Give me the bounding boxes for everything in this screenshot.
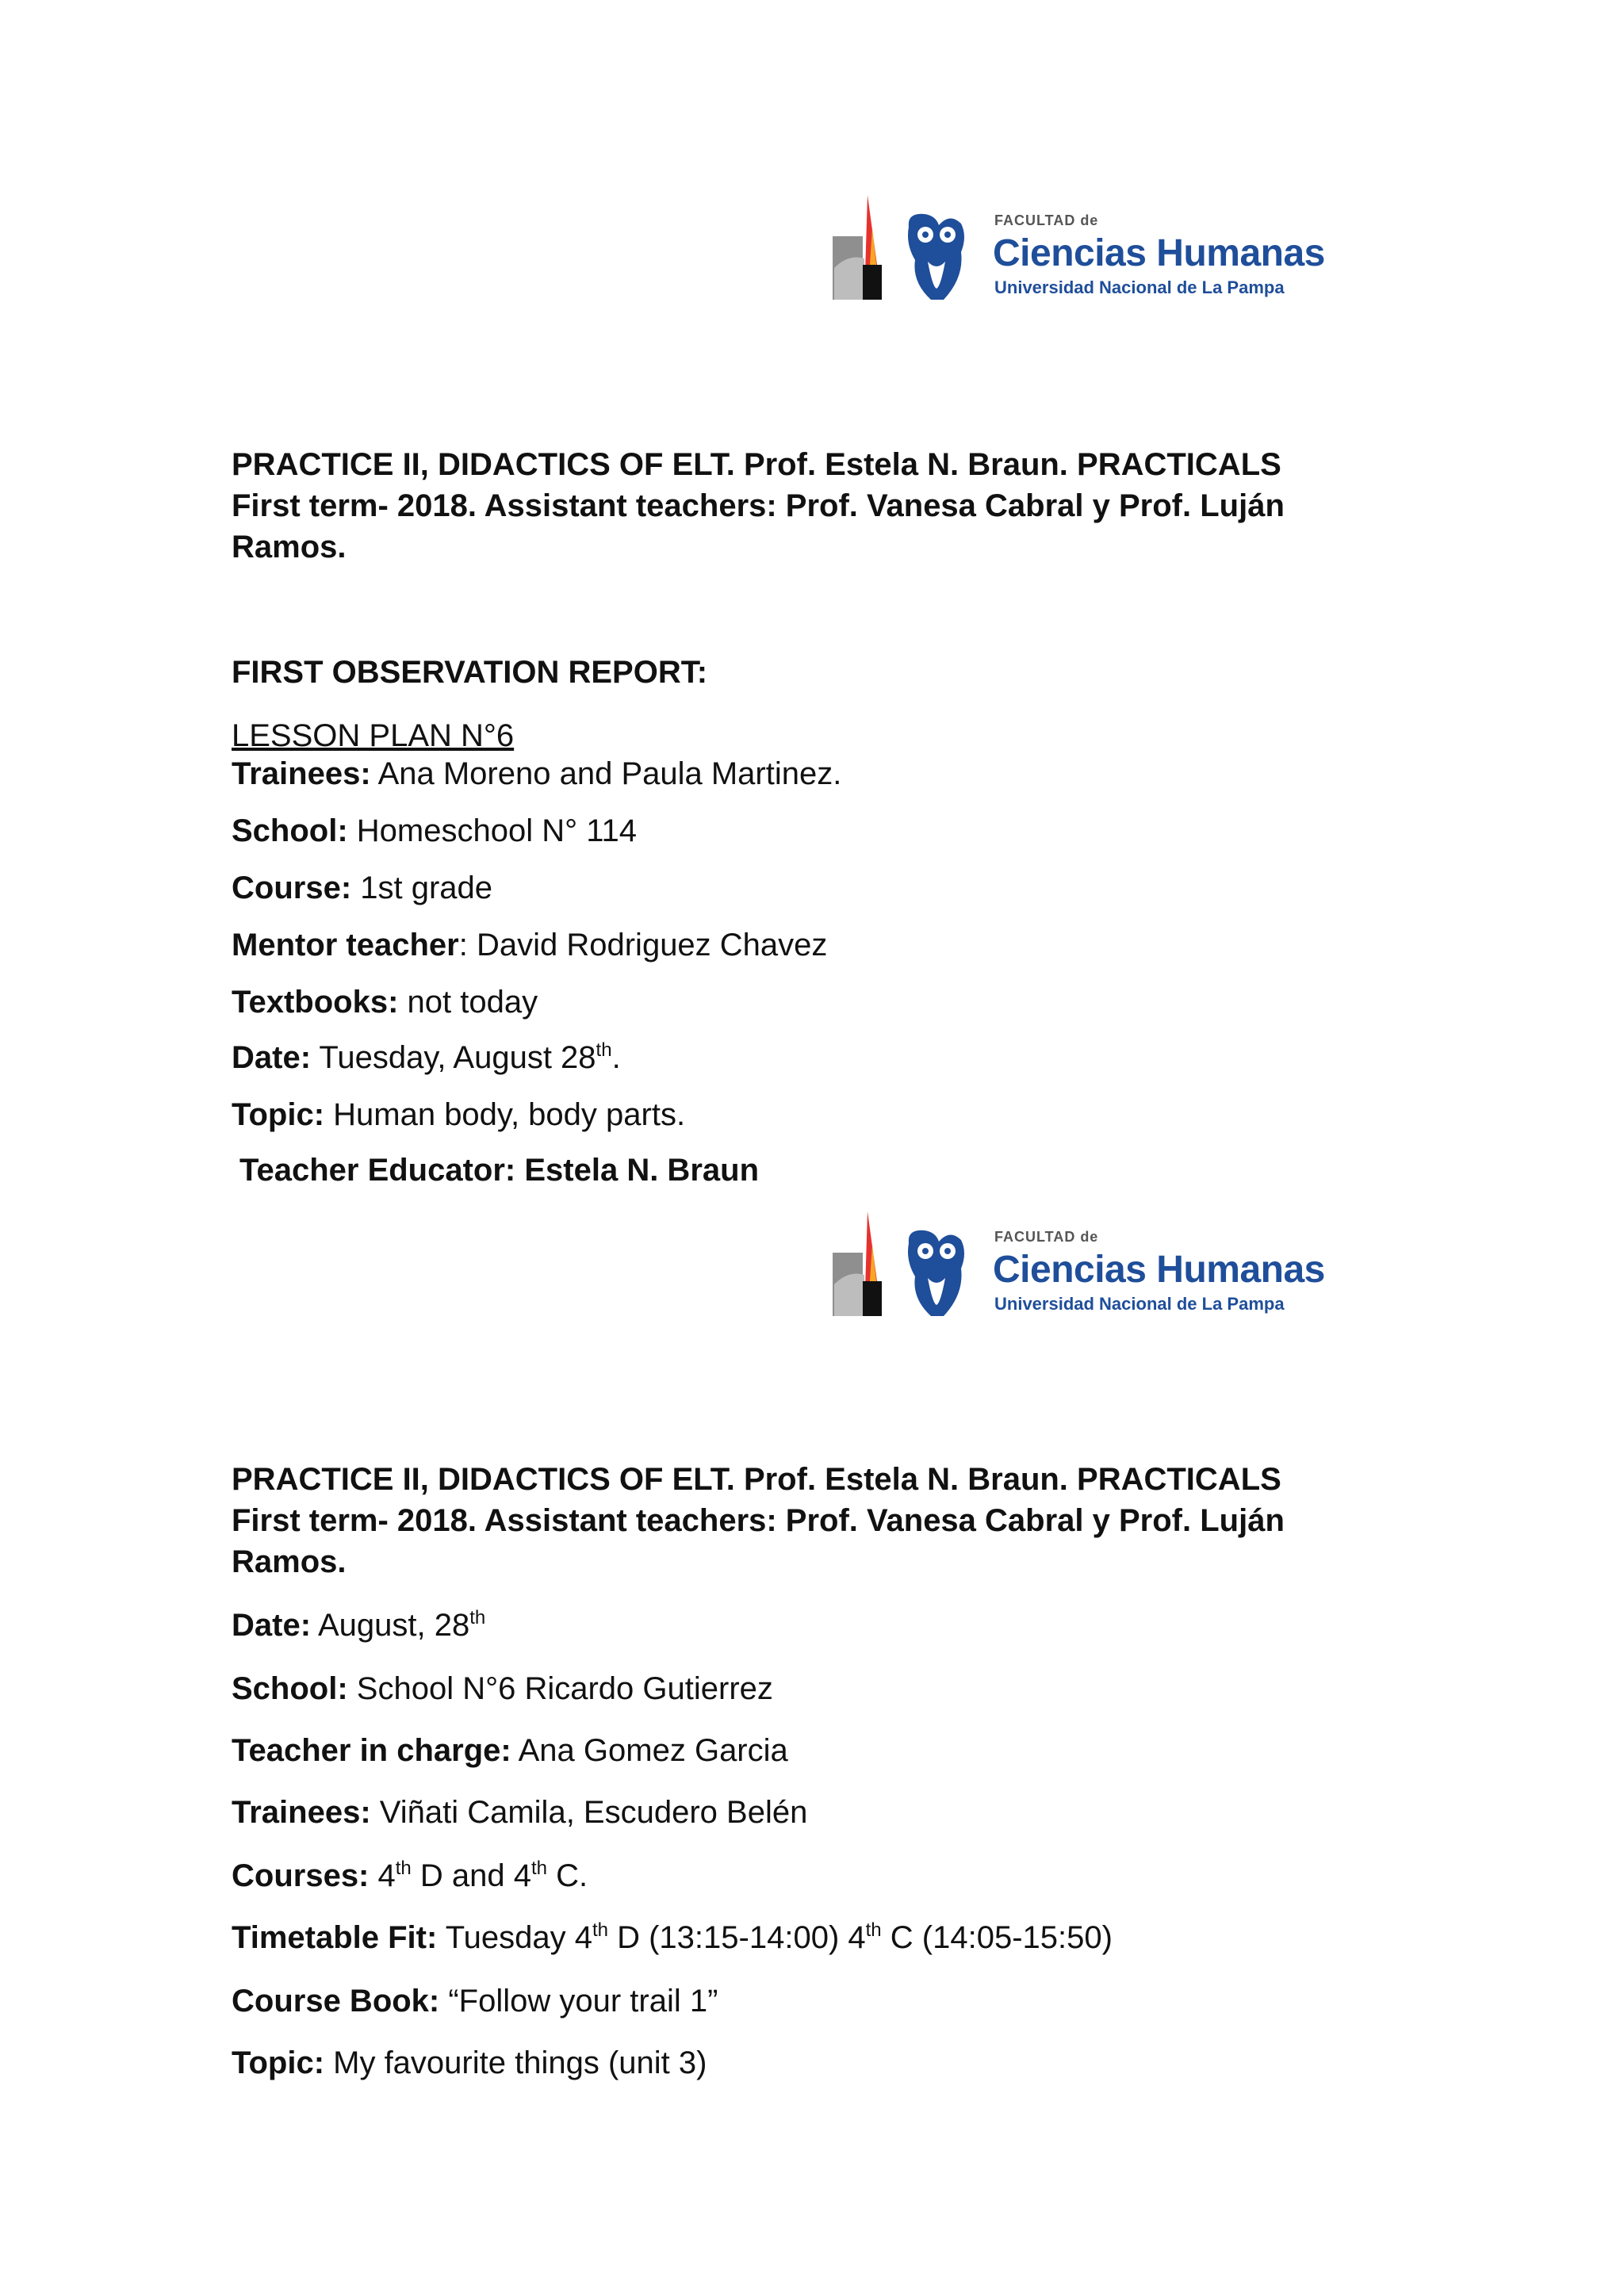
teacher-educator [239, 1151, 759, 1189]
field-topic-2 [232, 2044, 707, 2082]
logo-faculty-label: FACULTAD de [994, 1229, 1099, 1245]
faculty-logo [833, 189, 1324, 316]
lesson-plan-title: LESSON PLAN N°6 [232, 718, 515, 753]
faculty-logo-2 [833, 1205, 1324, 1332]
field-label: Courses: [232, 1858, 370, 1893]
field-value: : David Rodriguez Chavez [458, 928, 828, 962]
field-label: School: [232, 1671, 348, 1706]
field-courses [232, 1857, 588, 1895]
field-label: Textbooks: [232, 985, 399, 1020]
field-label: Date: [232, 1040, 312, 1075]
field-date [232, 1039, 621, 1077]
field-value: C (14:05-15:50) [881, 1920, 1113, 1955]
report-title [232, 653, 707, 691]
logo-name: Ciencias Humanas [993, 232, 1325, 274]
field-textbooks [232, 983, 538, 1021]
date-suffix: th [469, 1607, 486, 1628]
field-value: Ana Moreno and Paula Martinez. [370, 756, 842, 791]
field-mentor-teacher [232, 926, 827, 964]
field-value: C. [547, 1858, 588, 1893]
ordinal-suffix: th [530, 1858, 547, 1879]
field-date-2 [232, 1606, 485, 1644]
field-value: 4 [369, 1858, 396, 1893]
header-line-3: Ramos. [232, 1544, 347, 1579]
field-value: D and 4 [411, 1858, 531, 1893]
field-teacher-in-charge [232, 1732, 788, 1770]
field-value: Tuesday, August 28 [311, 1040, 596, 1075]
field-trainees [232, 755, 841, 793]
field-course [232, 869, 492, 907]
field-label: Mentor teacher [232, 928, 459, 962]
field-label: Topic: [232, 1097, 325, 1132]
teacher-educator-text: Teacher Educator: Estela N. Braun [239, 1153, 759, 1188]
report-title-text: FIRST OBSERVATION REPORT: [232, 655, 708, 690]
field-timetable-fit [232, 1919, 1113, 1957]
ordinal-suffix: th [865, 1919, 882, 1941]
field-label: Course Book: [232, 1984, 440, 2019]
field-label: Timetable Fit: [232, 1920, 438, 1955]
flame-owl-icon [833, 189, 991, 316]
field-label: Date: [232, 1608, 312, 1643]
ordinal-suffix: th [592, 1919, 608, 1941]
flame-owl-icon [833, 1205, 991, 1332]
field-value: not today [398, 985, 538, 1020]
field-value: August, 28 [311, 1608, 470, 1643]
field-value: “Follow your trail 1” [439, 1984, 718, 2019]
date-suffix: th [596, 1039, 612, 1061]
field-label: School: [232, 813, 348, 848]
field-value: Ana Gomez Garcia [511, 1733, 788, 1768]
logo-faculty-label: FACULTAD de [994, 212, 1099, 228]
field-value: My favourite things (unit 3) [324, 2045, 707, 2080]
logo-university: Universidad Nacional de La Pampa [994, 1294, 1285, 1314]
field-school [232, 812, 637, 850]
field-value: Viñati Camila, Escudero Belén [370, 1795, 808, 1830]
logo-name: Ciencias Humanas [993, 1249, 1325, 1291]
date-period: . [611, 1040, 621, 1075]
course-header [232, 444, 1358, 568]
header-line-1: PRACTICE II, DIDACTICS OF ELT. Prof. Estela N. Braun. PRACTICALS [232, 447, 1281, 482]
field-course-book [232, 1982, 718, 2020]
field-topic [232, 1096, 685, 1134]
field-value: Homeschool N° 114 [347, 813, 637, 848]
field-trainees-2 [232, 1793, 807, 1831]
header-line-3: Ramos. [232, 530, 347, 564]
field-value: School N°6 Ricardo Gutierrez [347, 1671, 773, 1706]
field-label: Course: [232, 871, 352, 905]
field-label: Topic: [232, 2045, 325, 2080]
field-school-2 [232, 1670, 773, 1708]
header-line-1: PRACTICE II, DIDACTICS OF ELT. Prof. Estela N. Braun. PRACTICALS [232, 1462, 1281, 1497]
field-value: 1st grade [351, 871, 493, 905]
field-label: Trainees: [232, 1795, 371, 1830]
field-value: D (13:15-14:00) 4 [608, 1920, 866, 1955]
logo-university: Universidad Nacional de La Pampa [994, 277, 1285, 297]
course-header-2 [232, 1459, 1358, 1582]
field-label: Trainees: [232, 756, 371, 791]
ordinal-suffix: th [395, 1858, 412, 1879]
field-label: Teacher in charge: [232, 1733, 511, 1768]
field-value: Tuesday 4 [437, 1920, 592, 1955]
field-value: Human body, body parts. [324, 1097, 686, 1132]
header-line-2: First term- 2018. Assistant teachers: Prof. Vanesa Cabral y Prof. Luján [232, 488, 1285, 523]
header-line-2: First term- 2018. Assistant teachers: Prof. Vanesa Cabral y Prof. Luján [232, 1503, 1285, 1538]
